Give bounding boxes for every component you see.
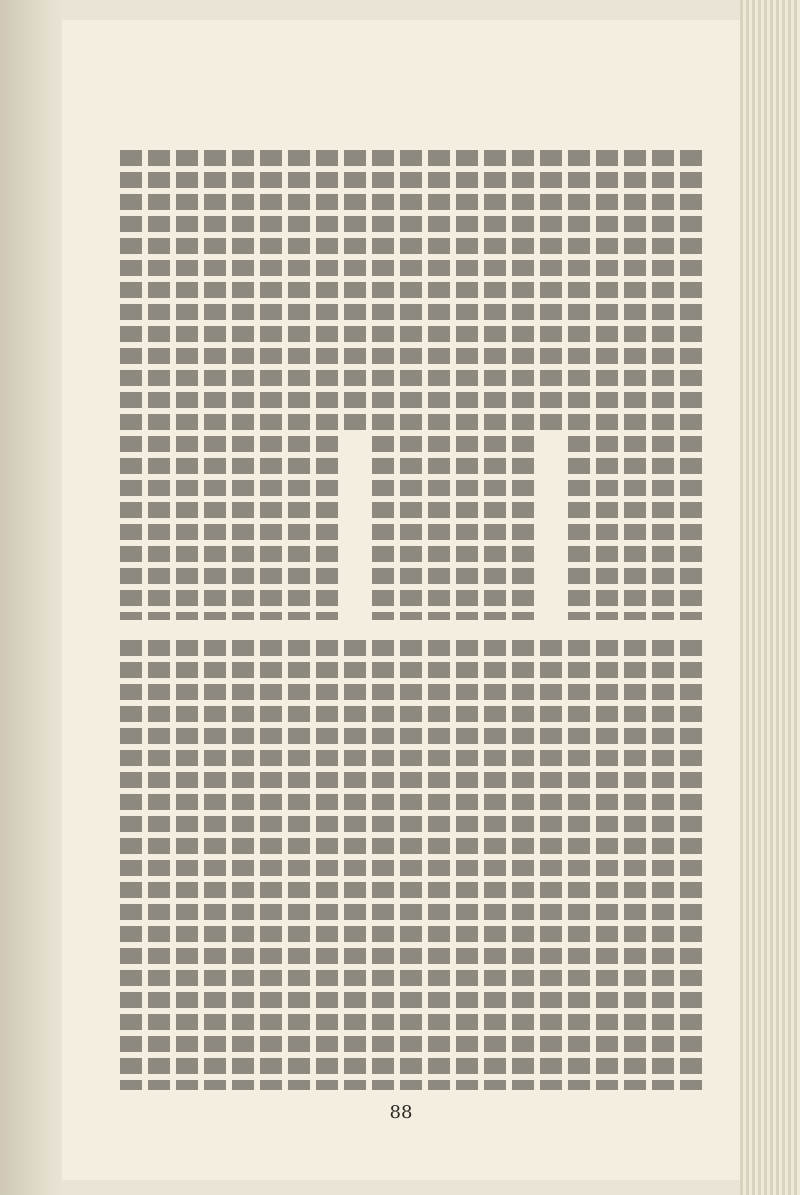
text-column (204, 150, 226, 620)
text-column (316, 640, 338, 1090)
text-column (484, 640, 506, 1090)
text-column (540, 150, 562, 432)
text-column (568, 640, 590, 1090)
text-column (456, 150, 478, 620)
text-column (624, 150, 646, 620)
text-column (624, 640, 646, 1090)
text-column (596, 150, 618, 620)
text-column (540, 640, 562, 1090)
text-column (652, 640, 674, 1090)
text-column (316, 150, 338, 620)
text-column (428, 150, 450, 620)
text-column (232, 150, 254, 620)
text-block-bottom (102, 640, 702, 1090)
page-stack-edge (740, 0, 800, 1195)
text-column (288, 640, 310, 1090)
text-column (596, 640, 618, 1090)
text-column (148, 150, 170, 620)
text-column (372, 150, 394, 620)
text-column (680, 150, 702, 620)
text-column (568, 150, 590, 620)
text-column (120, 640, 142, 1090)
text-column (176, 640, 198, 1090)
text-column (680, 640, 702, 1090)
book-spine-edge (0, 0, 62, 1195)
page-number: 88 (389, 1102, 413, 1123)
text-column (372, 640, 394, 1090)
text-column (204, 640, 226, 1090)
book-page (62, 20, 740, 1180)
text-column (288, 150, 310, 620)
text-column (260, 150, 282, 620)
text-column (652, 150, 674, 620)
text-column (176, 150, 198, 620)
text-column (148, 640, 170, 1090)
text-column (344, 640, 366, 1090)
text-block-top (102, 150, 702, 620)
text-column (512, 640, 534, 1090)
text-column (400, 150, 422, 620)
text-column (484, 150, 506, 620)
text-column (344, 150, 366, 432)
text-column (456, 640, 478, 1090)
text-column (428, 640, 450, 1090)
text-column (120, 150, 142, 620)
text-column (400, 640, 422, 1090)
text-column (232, 640, 254, 1090)
text-column (260, 640, 282, 1090)
text-column (512, 150, 534, 620)
